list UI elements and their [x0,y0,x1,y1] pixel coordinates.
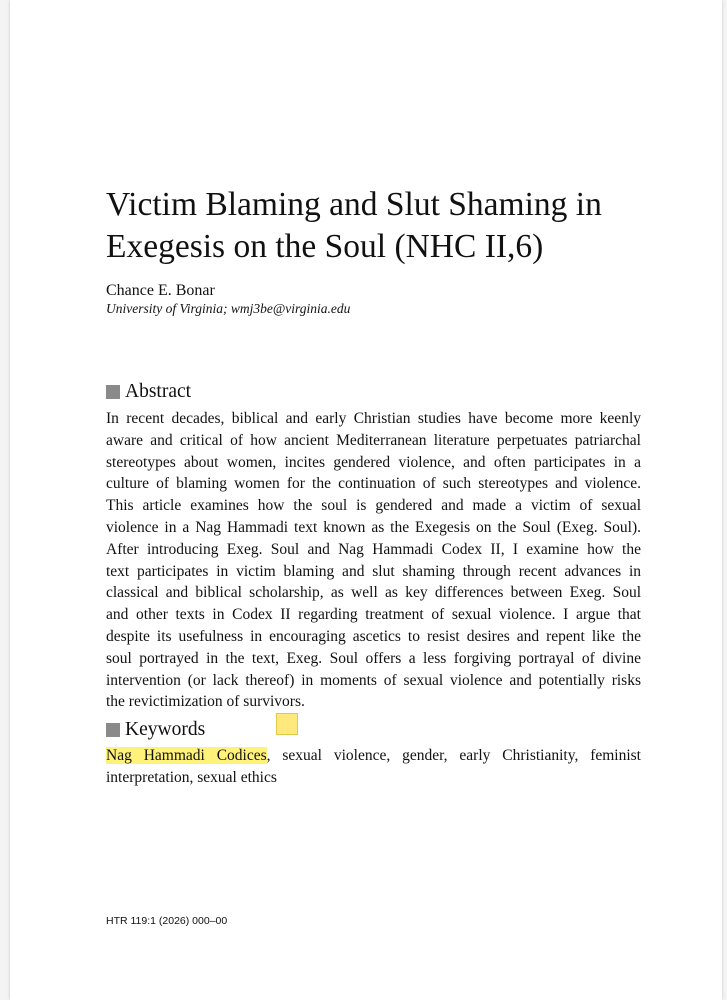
abstract-line: This article examines how the soul is gendered and made a victim of sexual [106,497,641,515]
abstract-line: In recent decades, biblical and early Christian studies have become more keenly [106,410,641,427]
sticky-note-icon[interactable] [276,713,298,735]
author-name: Chance E. Bonar [106,282,215,299]
abstract-line: text participates in victim blaming and slut shaming through recent advances in [106,562,641,580]
highlighted-keyword[interactable]: Nag Hammadi Codices [106,747,267,764]
document-page [10,0,722,1000]
journal-citation-footer: HTR 119:1 (2026) 000–00 [106,915,228,927]
abstract-line: aware and critical of how ancient Mediterranean literature perpetuates patriarchal [106,431,641,449]
abstract-line: intervention (or lack thereof) in moments of sexual violence and potentially risks [106,671,641,689]
abstract-line: stereotypes about women, incites gendered violence, and often participates in a [106,453,641,471]
abstract-line: soul portrayed in the text, Exeg. Soul offers a less forgiving portrayal of divine [106,649,641,667]
abstract-line: despite its usefulness in encouraging ascetics to resist desires and repent like the [106,627,641,645]
abstract-line: the revictimization of survivors. [106,693,305,711]
keywords-line: interpretation, sexual ethics [106,768,277,786]
article-title [106,184,666,268]
abstract-line: After introducing Exeg. Soul and Nag Hammadi Codex II, I examine how the [106,540,641,558]
keywords-heading-label: Keywords [125,719,206,740]
abstract-line: and other texts in Codex II regarding treatment of sexual violence. I argue that [106,606,641,624]
keywords-line [106,745,641,767]
keywords-heading [106,719,205,741]
keywords-body [106,745,641,789]
author-affiliation: University of Virginia; wmj3be@virginia.edu [106,301,351,316]
title-line: Victim Blaming and Slut Shaming in [106,186,602,223]
abstract-heading [106,381,191,403]
title-line: Exegesis on the Soul (NHC II,6) [106,228,544,265]
abstract-heading-label: Abstract [125,381,192,402]
abstract-line: classical and biblical scholarship, as well as key differences between Exeg. Soul [106,584,641,602]
square-bullet-icon [106,385,120,399]
square-bullet-icon [106,723,120,737]
abstract-body [106,408,641,713]
abstract-line: culture of blaming women for the continuation of such stereotypes and violence. [106,475,641,493]
abstract-line: violence in a Nag Hammadi text known as the Exegesis on the Soul (Exeg. Soul). [106,518,641,536]
keywords-line-rest: , sexual violence, gender, early Christianity, feminist [266,747,641,764]
